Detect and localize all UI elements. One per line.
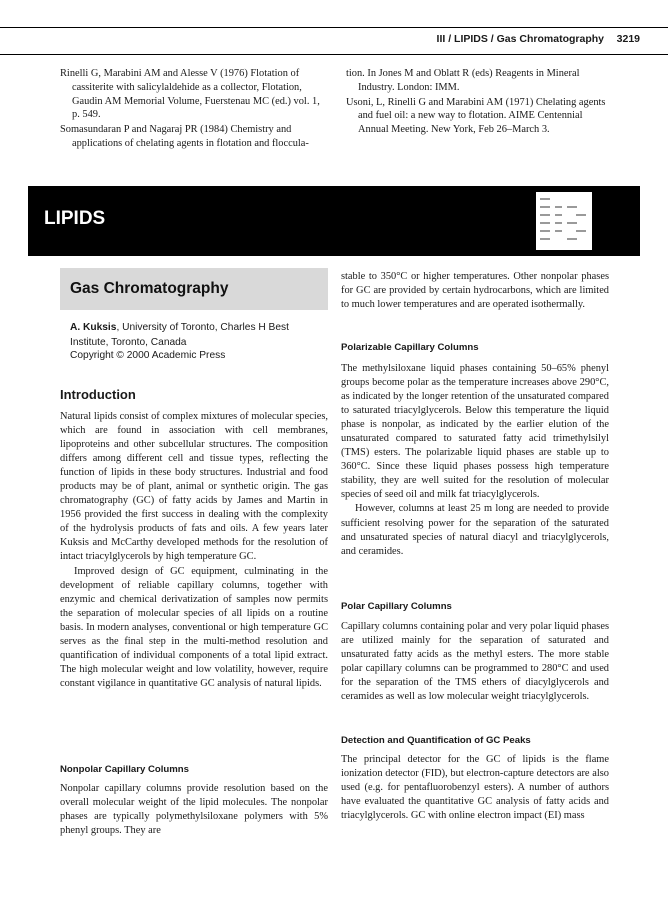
paragraph: Nonpolar capillary columns provide resolution based on the overall molecular weight of the lipid molecules. The nonpolar phases are typically polymethylsiloxane polymers with 5% phenyl groups. They are xyxy=(60,783,328,837)
chromatogram-icon xyxy=(536,192,592,250)
paragraph: stable to 350°C or higher temperatures. Other nonpolar phases for GC are provided by certain hydrocarbons, which are limited to much lower temperatures and are operated isothermally. xyxy=(341,271,609,311)
reference-item: tion. In Jones M and Oblatt R (eds) Reagents in Mineral Industry. London: IMM. xyxy=(346,68,580,93)
reference-item: Somasundaran P and Nagaraj PR (1984) Chemistry and applications of chelating agents in flotation and floccula- xyxy=(60,124,309,149)
section-band xyxy=(28,186,640,256)
reference-item: Usoni, L, Rinelli G and Marabini AM (1971) Chelating agents and fuel oil: a new way to flotation. AIME Centennial Annual Meeting. New York, Feb 26–March 3. xyxy=(346,96,606,136)
running-header xyxy=(0,27,668,55)
heading-polar: Polar Capillary Columns xyxy=(341,601,452,612)
paragraph: However, columns at least 25 m long are needed to provide sufficient resolving power for the separation of the saturated and unsaturated species of natural diacyl and triacylglycerols, and ceramides. xyxy=(341,503,609,557)
heading-nonpolar: Nonpolar Capillary Columns xyxy=(60,764,190,775)
author-affiliation: , University of Toronto, Charles H Best Institute, Toronto, Canada xyxy=(70,322,289,348)
running-title: III / LIPIDS / Gas Chromatography xyxy=(436,33,604,45)
right-column-polar xyxy=(341,620,609,704)
article-title: Gas Chromatography xyxy=(70,280,229,297)
heading-polarizable: Polarizable Capillary Columns xyxy=(341,342,479,353)
references-right xyxy=(346,67,614,138)
right-column-polarizable xyxy=(341,362,609,559)
author-line xyxy=(70,321,330,350)
left-column-lower xyxy=(60,782,328,838)
left-column xyxy=(60,410,328,691)
paragraph: Improved design of GC equipment, culminating in the development of reliable capillary columns, together with enzymic and chemical derivatization of samples now permits the separation of molecular species of all lipids on a routine basis. In modern analyses, conventional or high temperature GC serves as the final step in the multi-method resolution and quantification of individual components of a total lipid extract. The high molecular weight and low volatility, however, require constant vigilance in quantitative GC analysis of natural lipids. xyxy=(60,565,328,689)
right-column-top xyxy=(341,270,609,312)
paragraph: The methylsiloxane liquid phases containing 50–65% phenyl groups become polar as the temperature increases above 290°C, as indicated by the longer retention of the unsaturated compared to saturated triacylglycerols. Below this temperature the liquid phase is nonpolar, as indicated by the earlier elution of the unsaturated compared to saturated fatty acid trimethylsilyl (TMS) esters. The polarizable liquid phases are stable up to 360°C. Since these liquid phases possess high temperature stability, they are well suited for the resolution of molecular species of seed oil and milk fat triacylglycerols. xyxy=(341,363,609,501)
paragraph: The principal detector for the GC of lipids is the flame ionization detector (FID), but electron-capture detectors are also used (e.g. for pentafluorobenzyl esters). A number of authors have evaluated the quantitative GC analysis of fatty acids and triacylglycerols. GC with online electron impact (EI) mass xyxy=(341,754,609,822)
author-name: A. Kuksis xyxy=(70,322,117,333)
article-title-box xyxy=(60,268,328,310)
copyright: Copyright © 2000 Academic Press xyxy=(70,350,226,361)
heading-introduction: Introduction xyxy=(60,387,136,402)
references-left xyxy=(60,67,328,152)
paragraph: Natural lipids consist of complex mixtures of molecular species, which are found in association with cell membranes, lipoproteins and other subcellular structures. The composition differs among different cell and tissue types, reflecting the function of lipids in these body structures. Industrial and food products may be of plant, animal or synthetic origin. The gas chromatography (GC) of fatty acids by James and Martin in 1956 provided the first success in dealing with the complexity of the hydrolysis products of fats and oils. A few years later Kuksis and McCarthy developed methods for the resolution of intact triacylglycerols by high temperature GC. xyxy=(60,411,328,563)
reference-item: Rinelli G, Marabini AM and Alesse V (1976) Flotation of cassiterite with salicylaldehide as a collector, Flotation, Gaudin AM Memorial Volume, Fuerstenau MC (ed.) vol. 1, p. 549. xyxy=(60,68,320,121)
paragraph: Capillary columns containing polar and very polar liquid phases are utilized mainly for the separation of saturated and unsaturated fatty acids as the methyl esters. The more stable polar capillary columns can be programmed to 280°C and used for the separation of the TMS ethers of diacylglycerols and ceramides as well as low molecular weight triacylglycerols. xyxy=(341,621,609,703)
page-number: 3219 xyxy=(616,33,640,45)
right-column-detection xyxy=(341,753,609,823)
section-title: LIPIDS xyxy=(44,208,106,229)
heading-detection: Detection and Quantification of GC Peaks xyxy=(341,735,531,746)
